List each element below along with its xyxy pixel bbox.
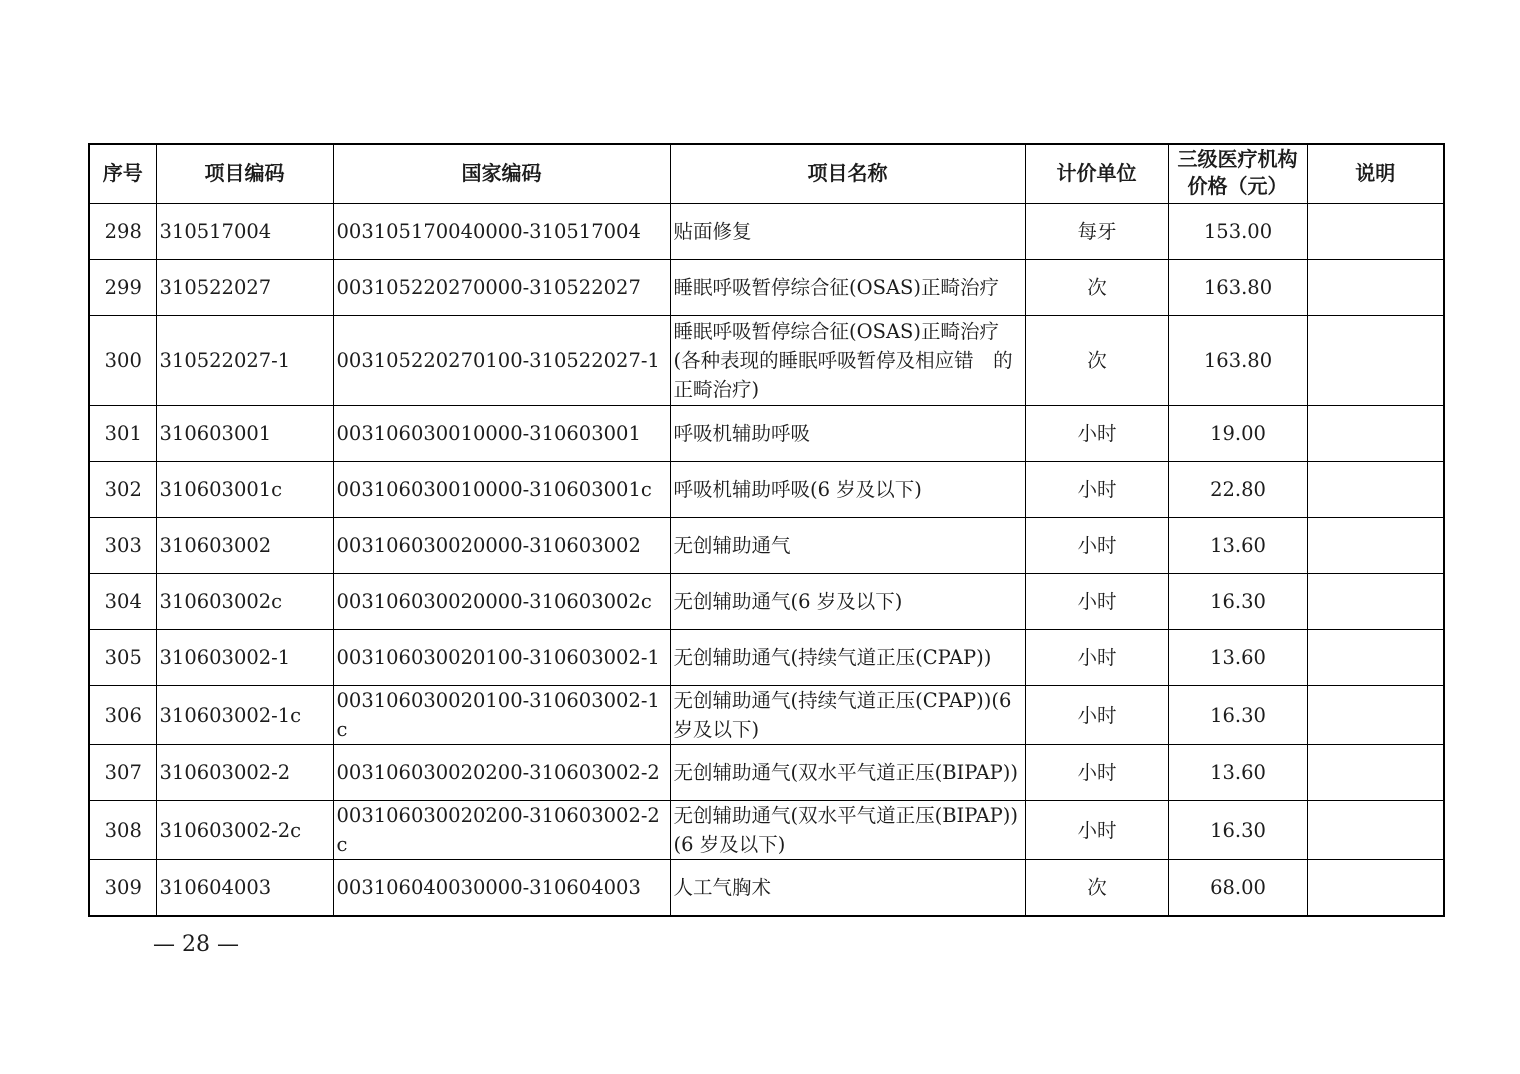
cell-note: [1307, 204, 1444, 260]
cell-national-code: 003106030020100-310603002-1: [333, 630, 670, 686]
table-row: [89, 745, 1444, 801]
table-row: [89, 406, 1444, 462]
cell-seq: 309: [89, 860, 156, 916]
cell-item-code: 310517004: [156, 204, 333, 260]
cell-pricing-unit: 小时: [1025, 630, 1168, 686]
cell-pricing-unit: 小时: [1025, 518, 1168, 574]
cell-pricing-unit: 小时: [1025, 462, 1168, 518]
cell-item-name: 无创辅助通气(6 岁及以下): [670, 574, 1025, 630]
cell-national-code: 003105220270000-310522027: [333, 260, 670, 316]
cell-pricing-unit: 小时: [1025, 574, 1168, 630]
cell-item-name: 睡眠呼吸暂停综合征(OSAS)正畸治疗(各种表现的睡眠呼吸暂停及相应错 的正畸治疗): [670, 316, 1025, 406]
table-row: [89, 518, 1444, 574]
cell-item-code: 310522027-1: [156, 316, 333, 406]
cell-item-code: 310603002-1: [156, 630, 333, 686]
cell-seq: 301: [89, 406, 156, 462]
cell-seq: 308: [89, 801, 156, 860]
column-header-national-code: 国家编码: [333, 144, 670, 204]
table-row: [89, 574, 1444, 630]
cell-seq: 302: [89, 462, 156, 518]
cell-note: [1307, 745, 1444, 801]
cell-pricing-unit: 次: [1025, 860, 1168, 916]
cell-price: 22.80: [1168, 462, 1307, 518]
cell-item-code: 310603002: [156, 518, 333, 574]
cell-price: 13.60: [1168, 745, 1307, 801]
cell-item-name: 无创辅助通气(持续气道正压(CPAP))(6 岁及以下): [670, 686, 1025, 745]
cell-seq: 305: [89, 630, 156, 686]
cell-price: 16.30: [1168, 686, 1307, 745]
table-row: [89, 204, 1444, 260]
cell-price: 163.80: [1168, 316, 1307, 406]
header-row: [89, 144, 1444, 204]
cell-note: [1307, 801, 1444, 860]
cell-item-name: 无创辅助通气(双水平气道正压(BIPAP))(6 岁及以下): [670, 801, 1025, 860]
cell-national-code: 003105170040000-310517004: [333, 204, 670, 260]
cell-national-code: 003106030020000-310603002c: [333, 574, 670, 630]
cell-national-code: 003106040030000-310604003: [333, 860, 670, 916]
cell-seq: 304: [89, 574, 156, 630]
cell-pricing-unit: 小时: [1025, 686, 1168, 745]
cell-price: 153.00: [1168, 204, 1307, 260]
cell-note: [1307, 260, 1444, 316]
cell-seq: 303: [89, 518, 156, 574]
cell-note: [1307, 686, 1444, 745]
table-row: [89, 316, 1444, 406]
column-header-tier3-price: 三级医疗机构价格（元）: [1168, 144, 1307, 204]
cell-price: 16.30: [1168, 801, 1307, 860]
cell-national-code: 003106030010000-310603001: [333, 406, 670, 462]
cell-seq: 307: [89, 745, 156, 801]
cell-item-name: 睡眠呼吸暂停综合征(OSAS)正畸治疗: [670, 260, 1025, 316]
cell-seq: 306: [89, 686, 156, 745]
cell-seq: 298: [89, 204, 156, 260]
cell-note: [1307, 860, 1444, 916]
cell-pricing-unit: 小时: [1025, 745, 1168, 801]
cell-note: [1307, 406, 1444, 462]
cell-item-code: 310522027: [156, 260, 333, 316]
cell-item-name: 无创辅助通气(持续气道正压(CPAP)): [670, 630, 1025, 686]
cell-price: 16.30: [1168, 574, 1307, 630]
cell-item-code: 310603001c: [156, 462, 333, 518]
cell-national-code: 003106030020000-310603002: [333, 518, 670, 574]
cell-item-name: 呼吸机辅助呼吸(6 岁及以下): [670, 462, 1025, 518]
cell-price: 19.00: [1168, 406, 1307, 462]
column-header-pricing-unit: 计价单位: [1025, 144, 1168, 204]
cell-item-code: 310603002-2c: [156, 801, 333, 860]
cell-pricing-unit: 小时: [1025, 406, 1168, 462]
cell-national-code: 003105220270100-310522027-1: [333, 316, 670, 406]
cell-pricing-unit: 次: [1025, 260, 1168, 316]
cell-item-name: 贴面修复: [670, 204, 1025, 260]
cell-price: 13.60: [1168, 630, 1307, 686]
cell-note: [1307, 630, 1444, 686]
fee-schedule-table: [88, 143, 1445, 917]
table-row: [89, 260, 1444, 316]
table-row: [89, 630, 1444, 686]
cell-item-name: 呼吸机辅助呼吸: [670, 406, 1025, 462]
cell-item-name: 无创辅助通气: [670, 518, 1025, 574]
cell-item-code: 310603001: [156, 406, 333, 462]
cell-item-code: 310604003: [156, 860, 333, 916]
page-number: — 28 —: [153, 932, 239, 957]
table-row: [89, 686, 1444, 745]
cell-price: 13.60: [1168, 518, 1307, 574]
cell-item-code: 310603002-1c: [156, 686, 333, 745]
table-row: [89, 462, 1444, 518]
column-header-note: 说明: [1307, 144, 1444, 204]
cell-price: 68.00: [1168, 860, 1307, 916]
cell-pricing-unit: 小时: [1025, 801, 1168, 860]
cell-item-code: 310603002c: [156, 574, 333, 630]
column-header-item-name: 项目名称: [670, 144, 1025, 204]
table-row: [89, 801, 1444, 860]
column-header-seq: 序号: [89, 144, 156, 204]
cell-national-code: 003106030010000-310603001c: [333, 462, 670, 518]
cell-national-code: 003106030020200-310603002-2c: [333, 801, 670, 860]
cell-note: [1307, 462, 1444, 518]
table-row: [89, 860, 1444, 916]
cell-note: [1307, 574, 1444, 630]
cell-note: [1307, 518, 1444, 574]
cell-seq: 300: [89, 316, 156, 406]
cell-pricing-unit: 每牙: [1025, 204, 1168, 260]
cell-item-name: 人工气胸术: [670, 860, 1025, 916]
cell-seq: 299: [89, 260, 156, 316]
cell-item-code: 310603002-2: [156, 745, 333, 801]
cell-pricing-unit: 次: [1025, 316, 1168, 406]
cell-note: [1307, 316, 1444, 406]
cell-item-name: 无创辅助通气(双水平气道正压(BIPAP)): [670, 745, 1025, 801]
column-header-item-code: 项目编码: [156, 144, 333, 204]
cell-national-code: 003106030020200-310603002-2: [333, 745, 670, 801]
cell-national-code: 003106030020100-310603002-1c: [333, 686, 670, 745]
cell-price: 163.80: [1168, 260, 1307, 316]
